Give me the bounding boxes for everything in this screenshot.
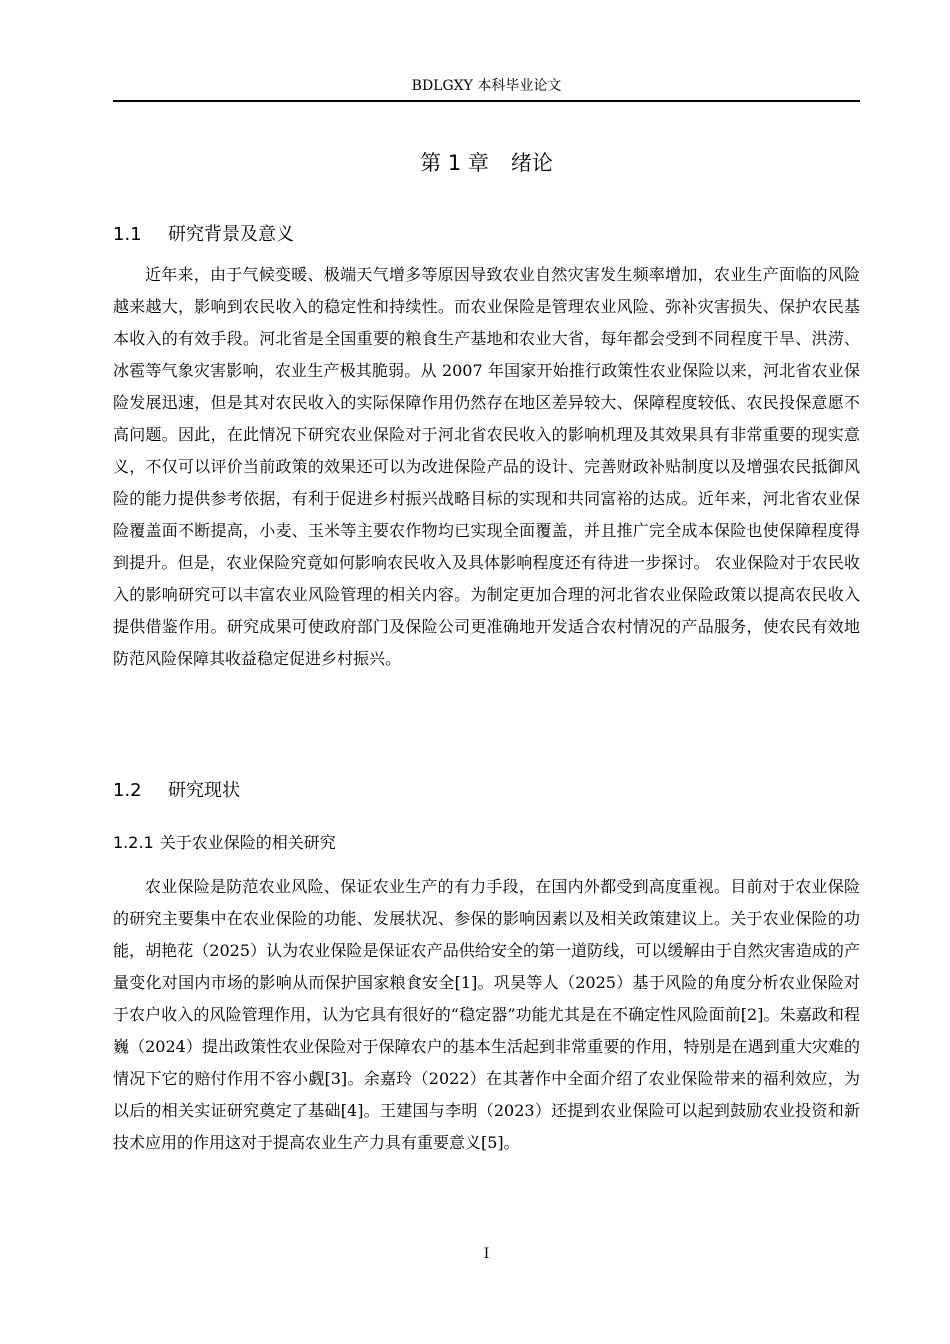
subsection-heading-1-2-1 <box>113 831 336 855</box>
running-header: BDLGXY 本科毕业论文 <box>411 78 562 94</box>
section-number: 1.2 <box>113 780 142 801</box>
header-rule <box>113 100 860 102</box>
chapter-heading <box>113 148 860 178</box>
page-number: I <box>483 1246 490 1262</box>
paragraph-background: 近年来，由于气候变暖、极端天气增多等原因导致农业自然灾害发生频率增加，农业生产面临的风险越来越大，影响到农民收入的稳定性和持续性。而农业保险是管理农业风险、弥补灾害损失、保护农民基本收入的有效手段。河北省是全国重要的粮食生产基地和农业大省，每年都会受到不同程度干旱、洪涝、冰雹等气象灾害影响，农业生产极其脆弱。从 2007 年国家开始推行政策性农业保险以来，河北省农业保险发展迅速，但是其对农民收入的实际保障作用仍然存在地区差异较大、保障程度较低、农民投保意愿不高问题。因此，在此情况下研究农业保险对于河北省农民收入的影响机理及其效果具有非常重要的现实意义，不仅可以评价当前政策的效果还可以为改进保险产品的设计、完善财政补贴制度以及增强农民抵御风险的能力提供参考依据，有利于促进乡村振兴战略目标的实现和共同富裕的达成。近年来，河北省农业保险覆盖面不断提高，小麦、玉米等主要农作物均已实现全面覆盖，并且推广完全成本保险也使保障程度得到提升。但是，农业保险究竟如何影响农民收入及具体影响程度还有待进一步探讨。 农业保险对于农民收入的影响研究可以丰富农业风险管理的相关内容。为制定更加合理的河北省农业保险政策以提高农民收入提供借鉴作用。研究成果可使政府部门及保险公司更准确地开发适合农村情况的产品服务，使农民有效地防范风险保障其收益稳定促进乡村振兴。 <box>113 265 860 668</box>
chapter-title: 绪论 <box>510 151 553 175</box>
subsection-title: 关于农业保险的相关研究 <box>159 833 336 852</box>
paragraph-research-status: 农业保险是防范农业风险、保证农业生产的有力手段，在国内外都受到高度重视。目前对于农业保险的研究主要集中在农业保险的功能、发展状况、参保的影响因素以及相关政策建议上。关于农业保险的功能，胡艳花（2025）认为农业保险是保证农产品供给安全的第一道防线，可以缓解由于自然灾害造成的产量变化对国内市场的影响从而保护国家粮食安全[1]。巩昊等人（2025）基于风险的角度分析农业保险对于农户收入的风险管理作用，认为它具有很好的“稳定器”功能尤其是在不确定性风险面前[2]。朱嘉政和程巍（2024）提出政策性农业保险对于保障农户的基本生活起到非常重要的作用，特别是在遇到重大灾难的情况下它的赔付作用不容小觑[3]。余嘉玲（2022）在其著作中全面介绍了农业保险带来的福利效应，为以后的相关实证研究奠定了基础[4]。王建国与李明（2023）还提到农业保险可以起到鼓励农业投资和新技术应用的作用这对于提高农业生产力具有重要意义[5]。 <box>113 877 860 1152</box>
section-title: 研究背景及意义 <box>168 224 294 245</box>
section-heading-1-1 <box>113 222 294 248</box>
subsection-number: 1.2.1 <box>113 833 154 852</box>
section-number: 1.1 <box>113 224 142 245</box>
section-heading-1-2 <box>113 778 240 804</box>
section-title: 研究现状 <box>168 780 240 801</box>
chapter-number: 第 1 章 <box>420 151 489 175</box>
